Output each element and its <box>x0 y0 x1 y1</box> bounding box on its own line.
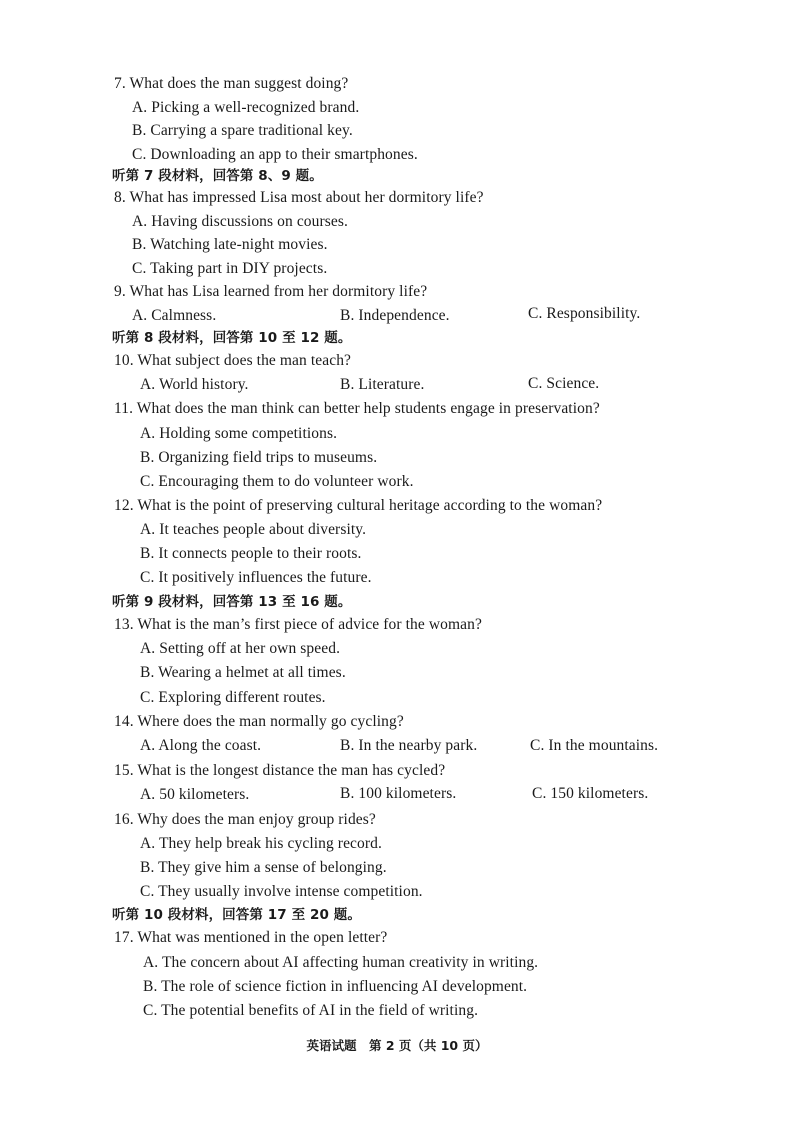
question-15-option-a: A. 50 kilometers. <box>140 786 250 803</box>
section-instruction-17-20: 听第 10 段材料，回答第 17 至 20 题。 <box>112 907 361 923</box>
question-17-stem: 17. What was mentioned in the open letter? <box>114 929 388 946</box>
question-9-stem: 9. What has Lisa learned from her dormitory life? <box>114 283 428 300</box>
question-8-stem: 8. What has impressed Lisa most about her dormitory life? <box>114 189 484 206</box>
question-11-option-a: A. Holding some competitions. <box>140 425 338 442</box>
question-8-option-a: A. Having discussions on courses. <box>132 213 348 230</box>
question-8-option-b: B. Watching late-night movies. <box>132 236 328 253</box>
question-13-stem: 13. What is the man’s first piece of advice for the woman? <box>114 616 482 633</box>
question-15-option-c: C. 150 kilometers. <box>532 785 649 802</box>
question-10-option-a: A. World history. <box>140 376 249 393</box>
question-12-stem: 12. What is the point of preserving cultural heritage according to the woman? <box>114 497 603 514</box>
question-14-option-c: C. In the mountains. <box>530 737 659 754</box>
question-12-option-b: B. It connects people to their roots. <box>140 545 362 562</box>
question-13-option-c: C. Exploring different routes. <box>140 689 326 706</box>
question-13-option-b: B. Wearing a helmet at all times. <box>140 664 346 681</box>
question-10-option-b: B. Literature. <box>340 376 425 393</box>
question-9-option-a: A. Calmness. <box>132 307 217 324</box>
question-17-option-a: A. The concern about AI affecting human creativity in writing. <box>143 954 539 971</box>
question-17-option-c: C. The potential benefits of AI in the field of writing. <box>143 1002 479 1019</box>
question-14-stem: 14. Where does the man normally go cycling? <box>114 713 404 730</box>
section-instruction-8-9: 听第 7 段材料，回答第 8、9 题。 <box>112 168 323 184</box>
question-16-option-a: A. They help break his cycling record. <box>140 835 382 852</box>
question-10-stem: 10. What subject does the man teach? <box>114 352 352 369</box>
page-footer: 英语试题 第 2 页（共 10 页） <box>306 1038 488 1053</box>
question-11-stem: 11. What does the man think can better help students engage in preservation? <box>114 400 600 417</box>
question-7-option-a: A. Picking a well-recognized brand. <box>132 99 360 116</box>
question-9-option-c: C. Responsibility. <box>528 305 641 322</box>
question-16-option-b: B. They give him a sense of belonging. <box>140 859 387 876</box>
question-17-option-b: B. The role of science fiction in influencing AI development. <box>143 978 528 995</box>
section-instruction-13-16: 听第 9 段材料，回答第 13 至 16 题。 <box>112 594 352 610</box>
question-14-option-b: B. In the nearby park. <box>340 737 478 754</box>
question-13-option-a: A. Setting off at her own speed. <box>140 640 341 657</box>
question-12-option-a: A. It teaches people about diversity. <box>140 521 367 538</box>
question-16-stem: 16. Why does the man enjoy group rides? <box>114 811 376 828</box>
question-16-option-c: C. They usually involve intense competition. <box>140 883 423 900</box>
question-9-option-b: B. Independence. <box>340 307 450 324</box>
question-14-option-a: A. Along the coast. <box>140 737 262 754</box>
question-12-option-c: C. It positively influences the future. <box>140 569 372 586</box>
question-8-option-c: C. Taking part in DIY projects. <box>132 260 328 277</box>
question-11-option-c: C. Encouraging them to do volunteer work. <box>140 473 414 490</box>
question-10-option-c: C. Science. <box>528 375 600 392</box>
question-15-stem: 15. What is the longest distance the man has cycled? <box>114 762 446 779</box>
question-15-option-b: B. 100 kilometers. <box>340 785 457 802</box>
question-11-option-b: B. Organizing field trips to museums. <box>140 449 378 466</box>
question-7-option-b: B. Carrying a spare traditional key. <box>132 122 353 139</box>
question-7-option-c: C. Downloading an app to their smartphones. <box>132 146 418 163</box>
question-7-stem: 7. What does the man suggest doing? <box>114 75 349 92</box>
section-instruction-10-12: 听第 8 段材料，回答第 10 至 12 题。 <box>112 330 352 346</box>
